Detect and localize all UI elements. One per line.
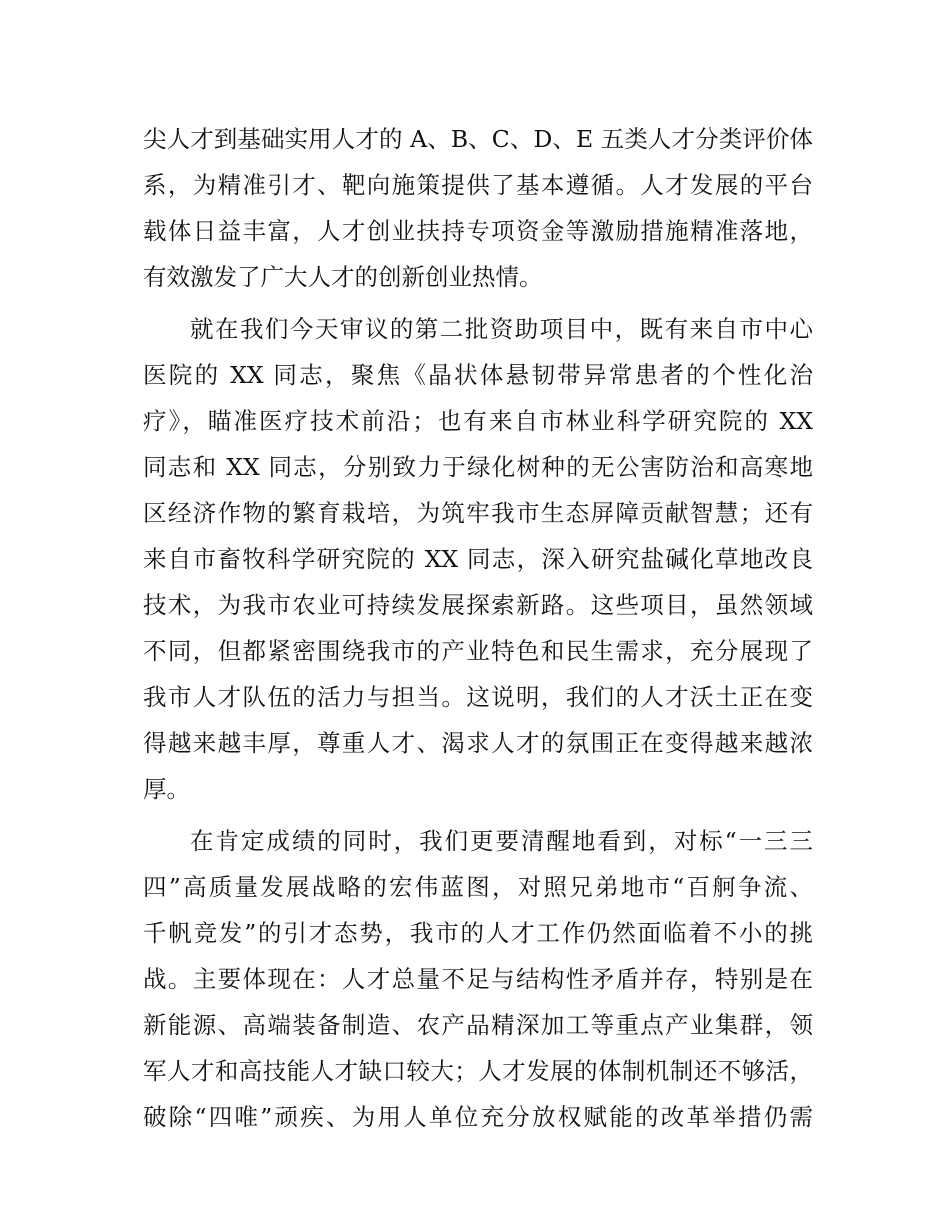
paragraph-2-line-9: 我市人才队伍的活力与担当。这说明，我们的人才沃土正在变 (143, 683, 813, 711)
paragraph-3-line-5: 新能源、高端装备制造、农产品精深加工等重点产业集群，领 (143, 1011, 813, 1039)
paragraph-2-line-1: 就在我们今天审议的第二批资助项目中，既有来自市中心 (190, 315, 813, 343)
paragraph-3-line-1: 在肯定成绩的同时，我们更要清醒地看到，对标“一三三 (190, 827, 813, 855)
paragraph-1-line-2: 系，为精准引才、靶向施策提供了基本遵循。人才发展的平台 (143, 171, 813, 199)
paragraph-1-line-3: 载体日益丰富，人才创业扶持专项资金等激励措施精准落地， (143, 217, 813, 245)
paragraph-2-line-8: 不同，但都紧密围绕我市的产业特色和民生需求，充分展现了 (143, 637, 813, 665)
paragraph-2-line-11: 厚。 (143, 775, 190, 803)
paragraph-3-line-6: 军人才和高技能人才缺口较大；人才发展的体制机制还不够活， (143, 1057, 813, 1085)
paragraph-2-line-10: 得越来越丰厚，尊重人才、渴求人才的氛围正在变得越来越浓 (143, 729, 813, 757)
paragraph-3-line-2: 四”高质量发展战略的宏伟蓝图，对照兄弟地市“百舸争流、 (143, 873, 813, 901)
paragraph-3-line-7: 破除“四唯”顽疾、为用人单位充分放权赋能的改革举措仍需 (143, 1103, 813, 1131)
paragraph-2-line-6: 来自市畜牧科学研究院的 XX 同志，深入研究盐碱化草地改良 (143, 545, 813, 573)
paragraph-2-line-3: 疗》，瞄准医疗技术前沿；也有来自市林业科学研究院的 XX (143, 407, 813, 435)
paragraph-2-line-7: 技术，为我市农业可持续发展探索新路。这些项目，虽然领域 (143, 591, 813, 619)
paragraph-3-line-4: 战。主要体现在：人才总量不足与结构性矛盾并存，特别是在 (143, 965, 813, 993)
paragraph-3-line-3: 千帆竞发”的引才态势，我市的人才工作仍然面临着不小的挑 (143, 919, 813, 947)
paragraph-1-line-4: 有效激发了广大人才的创新创业热情。 (143, 263, 543, 291)
paragraph-2-line-2: 医院的 XX 同志，聚焦《晶状体悬韧带异常患者的个性化治 (143, 361, 813, 389)
paragraph-2-line-4: 同志和 XX 同志，分别致力于绿化树种的无公害防治和高寒地 (143, 453, 813, 481)
paragraph-1-line-1: 尖人才到基础实用人才的 A、B、C、D、E 五类人才分类评价体 (143, 125, 813, 153)
paragraph-2-line-5: 区经济作物的繁育栽培，为筑牢我市生态屏障贡献智慧；还有 (143, 499, 813, 527)
